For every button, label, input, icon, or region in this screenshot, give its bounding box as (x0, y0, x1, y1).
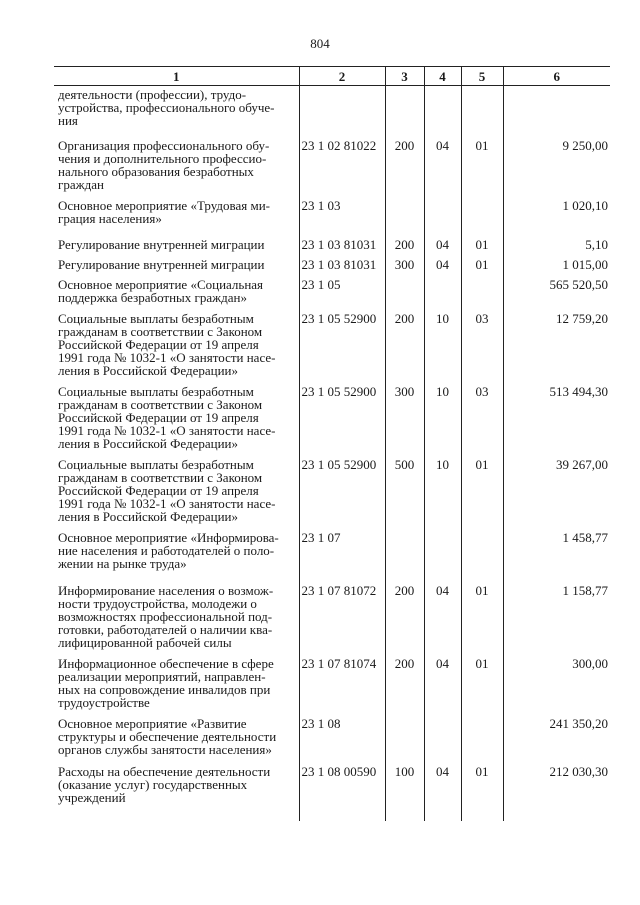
item-code: 23 1 02 81022 (299, 137, 385, 197)
item-code: 23 1 05 52900 (299, 456, 385, 529)
item-col-3: 200 (385, 236, 424, 256)
item-col-5: 01 (461, 236, 503, 256)
item-code: 23 1 08 00590 (299, 763, 385, 821)
item-code: 23 1 03 81031 (299, 236, 385, 256)
item-amount: 513 494,30 (503, 383, 610, 456)
item-amount (503, 86, 610, 137)
item-col-3 (385, 86, 424, 137)
item-col-5: 01 (461, 137, 503, 197)
item-col-3 (385, 197, 424, 236)
table-row (54, 137, 610, 197)
page-number: 804 (310, 36, 330, 51)
item-amount: 300,00 (503, 655, 610, 715)
item-col-4 (424, 86, 461, 137)
item-col-5: 03 (461, 310, 503, 383)
item-code: 23 1 05 52900 (299, 383, 385, 456)
item-col-4: 10 (424, 456, 461, 529)
item-col-5: 03 (461, 383, 503, 456)
budget-table (54, 66, 610, 821)
item-amount: 5,10 (503, 236, 610, 256)
item-col-5: 01 (461, 655, 503, 715)
item-code: 23 1 07 81074 (299, 655, 385, 715)
item-name: деятельности (профессии), трудо- устройства, профессионального обуче- ния (58, 87, 275, 128)
header-col-3: 3 (385, 67, 424, 86)
item-amount: 9 250,00 (503, 137, 610, 197)
item-col-5 (461, 86, 503, 137)
table-row (54, 763, 610, 821)
item-col-5: 01 (461, 256, 503, 276)
item-col-3 (385, 529, 424, 582)
item-col-3: 200 (385, 655, 424, 715)
item-col-4: 04 (424, 582, 461, 655)
item-code: 23 1 08 (299, 715, 385, 763)
item-amount: 39 267,00 (503, 456, 610, 529)
item-col-5 (461, 276, 503, 310)
item-name: Организация профессионального обу- чения и дополнительного профессио- нального образования безработных граждан (58, 137, 270, 192)
item-col-4: 04 (424, 256, 461, 276)
item-code: 23 1 07 (299, 529, 385, 582)
item-col-4 (424, 715, 461, 763)
item-amount: 1 020,10 (503, 197, 610, 236)
header-row (54, 67, 610, 86)
table-row (54, 310, 610, 383)
header-col-2: 2 (299, 67, 385, 86)
item-name: Регулирование внутренней миграции (58, 256, 265, 272)
item-col-3: 200 (385, 137, 424, 197)
item-col-3: 200 (385, 310, 424, 383)
item-code: 23 1 07 81072 (299, 582, 385, 655)
item-col-4: 04 (424, 236, 461, 256)
item-amount: 1 158,77 (503, 582, 610, 655)
item-name: Информирование населения о возмож- ности трудоустройства, молодежи о возможностях профессиональной под- готовки, работодателей о наличии ква- лифицированной рабочей силы (58, 582, 274, 650)
table-row (54, 86, 610, 137)
item-col-4: 10 (424, 310, 461, 383)
item-col-3: 500 (385, 456, 424, 529)
item-amount: 565 520,50 (503, 276, 610, 310)
table-row (54, 456, 610, 529)
table-row (54, 256, 610, 276)
item-col-3 (385, 715, 424, 763)
item-col-5 (461, 529, 503, 582)
header-col-1: 1 (54, 67, 299, 86)
item-name: Основное мероприятие «Развитие структуры и обеспечение деятельности органов службы занятости населения» (58, 715, 277, 757)
item-amount: 12 759,20 (503, 310, 610, 383)
item-col-3 (385, 276, 424, 310)
item-name: Основное мероприятие «Информирова- ние населения и работодателей о поло- жении на рынке труда» (58, 529, 279, 571)
item-name: Информационное обеспечение в сфере реализации мероприятий, направлен- ных на сопровождение инвалидов при трудоустройстве (58, 655, 274, 710)
table-row (54, 529, 610, 582)
table-row (54, 197, 610, 236)
item-col-4: 04 (424, 655, 461, 715)
item-col-4 (424, 529, 461, 582)
item-code: 23 1 05 52900 (299, 310, 385, 383)
table-row (54, 236, 610, 256)
header-col-6: 6 (503, 67, 610, 86)
item-name: Расходы на обеспечение деятельности (оказание услуг) государственных учреждений (58, 763, 271, 805)
item-col-4: 10 (424, 383, 461, 456)
item-code: 23 1 03 81031 (299, 256, 385, 276)
item-col-4: 04 (424, 763, 461, 821)
item-col-3: 100 (385, 763, 424, 821)
item-col-5 (461, 715, 503, 763)
item-amount: 1 458,77 (503, 529, 610, 582)
item-col-3: 200 (385, 582, 424, 655)
item-col-3: 300 (385, 256, 424, 276)
header-col-5: 5 (461, 67, 503, 86)
item-name: Основное мероприятие «Трудовая ми- грация населения» (58, 197, 270, 226)
item-col-4 (424, 276, 461, 310)
item-col-5: 01 (461, 763, 503, 821)
item-col-4 (424, 197, 461, 236)
table-row (54, 383, 610, 456)
table-row (54, 715, 610, 763)
table-row (54, 655, 610, 715)
table-row (54, 582, 610, 655)
header-col-4: 4 (424, 67, 461, 86)
item-col-5: 01 (461, 582, 503, 655)
item-code: 23 1 05 (299, 276, 385, 310)
item-col-5: 01 (461, 456, 503, 529)
item-col-3: 300 (385, 383, 424, 456)
item-name: Основное мероприятие «Социальная поддержка безработных граждан» (58, 276, 264, 305)
item-name: Социальные выплаты безработным гражданам в соответствии с Законом Российской Федерации от 19 апреля 1991 года № 1032-1 «О занятости насе- ления в Российской Федерации» (58, 456, 276, 524)
item-name: Социальные выплаты безработным гражданам в соответствии с Законом Российской Федерации от 19 апреля 1991 года № 1032-1 «О занятости насе- ления в Российской Федерации» (58, 310, 276, 378)
item-amount: 212 030,30 (503, 763, 610, 821)
item-code (299, 86, 385, 137)
item-code: 23 1 03 (299, 197, 385, 236)
item-amount: 241 350,20 (503, 715, 610, 763)
table-row (54, 276, 610, 310)
item-col-5 (461, 197, 503, 236)
item-name: Социальные выплаты безработным гражданам в соответствии с Законом Российской Федерации от 19 апреля 1991 года № 1032-1 «О занятости насе- ления в Российской Федерации» (58, 383, 276, 451)
item-col-4: 04 (424, 137, 461, 197)
item-name: Регулирование внутренней миграции (58, 236, 265, 252)
item-amount: 1 015,00 (503, 256, 610, 276)
